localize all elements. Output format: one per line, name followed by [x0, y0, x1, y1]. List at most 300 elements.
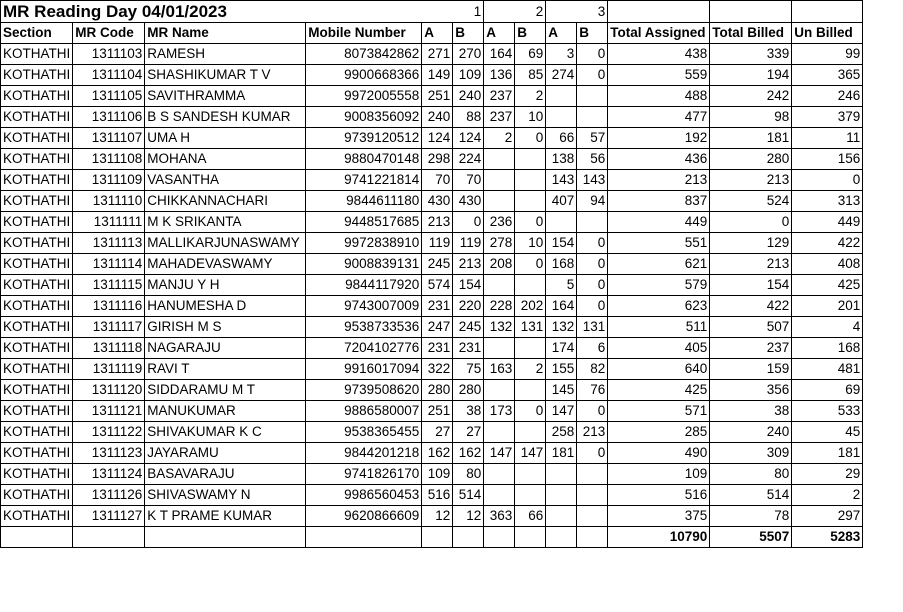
- table-cell[interactable]: 220: [453, 296, 484, 317]
- table-cell[interactable]: 1311103: [73, 44, 145, 65]
- table-cell[interactable]: 2: [515, 359, 546, 380]
- table-cell[interactable]: 9886580007: [306, 401, 422, 422]
- table-cell[interactable]: 85: [515, 65, 546, 86]
- table-cell[interactable]: 231: [422, 296, 453, 317]
- table-cell[interactable]: 231: [422, 338, 453, 359]
- table-cell[interactable]: 98: [710, 107, 792, 128]
- table-cell[interactable]: 449: [608, 212, 710, 233]
- table-cell[interactable]: BASAVARAJU: [145, 464, 306, 485]
- empty-cell[interactable]: [515, 527, 546, 548]
- table-cell[interactable]: KOTHATHI: [1, 338, 73, 359]
- table-cell[interactable]: 837: [608, 191, 710, 212]
- table-cell[interactable]: HANUMESHA D: [145, 296, 306, 317]
- table-cell[interactable]: 119: [453, 233, 484, 254]
- table-cell[interactable]: 1311123: [73, 443, 145, 464]
- table-cell[interactable]: [577, 506, 608, 527]
- table-cell[interactable]: 363: [484, 506, 515, 527]
- table-cell[interactable]: 640: [608, 359, 710, 380]
- table-cell[interactable]: [484, 485, 515, 506]
- table-cell[interactable]: 274: [546, 65, 577, 86]
- table-cell[interactable]: 0: [577, 233, 608, 254]
- header-cell[interactable]: Total Assigned: [608, 23, 710, 44]
- table-cell[interactable]: 168: [792, 338, 863, 359]
- table-cell[interactable]: [515, 485, 546, 506]
- table-cell[interactable]: 4: [792, 317, 863, 338]
- table-cell[interactable]: 0: [577, 44, 608, 65]
- table-cell[interactable]: 3: [546, 44, 577, 65]
- table-cell[interactable]: 9844201218: [306, 443, 422, 464]
- table-cell[interactable]: 405: [608, 338, 710, 359]
- table-cell[interactable]: 237: [484, 86, 515, 107]
- table-cell[interactable]: 12: [453, 506, 484, 527]
- table-cell[interactable]: KOTHATHI: [1, 485, 73, 506]
- table-cell[interactable]: 224: [453, 149, 484, 170]
- table-cell[interactable]: 145: [546, 380, 577, 401]
- table-cell[interactable]: 280: [453, 380, 484, 401]
- table-cell[interactable]: 88: [453, 107, 484, 128]
- table-cell[interactable]: [515, 380, 546, 401]
- table-cell[interactable]: 571: [608, 401, 710, 422]
- table-cell[interactable]: 0: [577, 254, 608, 275]
- table-cell[interactable]: 322: [422, 359, 453, 380]
- table-cell[interactable]: 56: [577, 149, 608, 170]
- total-assigned-sum[interactable]: 10790: [608, 527, 710, 548]
- table-cell[interactable]: KOTHATHI: [1, 170, 73, 191]
- table-cell[interactable]: 138: [546, 149, 577, 170]
- table-cell[interactable]: 5: [546, 275, 577, 296]
- header-cell[interactable]: A: [546, 23, 577, 44]
- table-cell[interactable]: 174: [546, 338, 577, 359]
- header-cell[interactable]: Mobile Number: [306, 23, 422, 44]
- table-cell[interactable]: 99: [792, 44, 863, 65]
- table-cell[interactable]: 422: [710, 296, 792, 317]
- table-cell[interactable]: 11: [792, 128, 863, 149]
- table-cell[interactable]: 408: [792, 254, 863, 275]
- table-cell[interactable]: 559: [608, 65, 710, 86]
- table-cell[interactable]: 0: [577, 401, 608, 422]
- table-cell[interactable]: K T PRAME KUMAR: [145, 506, 306, 527]
- table-cell[interactable]: 2: [515, 86, 546, 107]
- table-cell[interactable]: [515, 149, 546, 170]
- table-cell[interactable]: 213: [453, 254, 484, 275]
- table-cell[interactable]: 202: [515, 296, 546, 317]
- table-cell[interactable]: 131: [515, 317, 546, 338]
- table-cell[interactable]: 1311111: [73, 212, 145, 233]
- table-cell[interactable]: 82: [577, 359, 608, 380]
- total-billed-sum[interactable]: 5507: [710, 527, 792, 548]
- table-cell[interactable]: 0: [515, 212, 546, 233]
- header-cell[interactable]: MR Name: [145, 23, 306, 44]
- table-cell[interactable]: 246: [792, 86, 863, 107]
- table-cell[interactable]: CHIKKANNACHARI: [145, 191, 306, 212]
- table-cell[interactable]: 621: [608, 254, 710, 275]
- table-cell[interactable]: 147: [515, 443, 546, 464]
- header-cell[interactable]: Un Billed: [792, 23, 863, 44]
- table-cell[interactable]: 1311116: [73, 296, 145, 317]
- table-cell[interactable]: 1311127: [73, 506, 145, 527]
- table-cell[interactable]: 1311106: [73, 107, 145, 128]
- table-cell[interactable]: 6: [577, 338, 608, 359]
- table-cell[interactable]: 231: [453, 338, 484, 359]
- table-cell[interactable]: 1311108: [73, 149, 145, 170]
- table-cell[interactable]: KOTHATHI: [1, 86, 73, 107]
- table-cell[interactable]: 9741221814: [306, 170, 422, 191]
- table-cell[interactable]: 488: [608, 86, 710, 107]
- table-cell[interactable]: KOTHATHI: [1, 128, 73, 149]
- table-cell[interactable]: MOHANA: [145, 149, 306, 170]
- table-cell[interactable]: 271: [422, 44, 453, 65]
- table-cell[interactable]: 164: [546, 296, 577, 317]
- table-cell[interactable]: [577, 86, 608, 107]
- un-billed-sum[interactable]: 5283: [792, 527, 863, 548]
- table-cell[interactable]: 9880470148: [306, 149, 422, 170]
- table-cell[interactable]: [577, 485, 608, 506]
- table-cell[interactable]: 78: [710, 506, 792, 527]
- table-cell[interactable]: 1311115: [73, 275, 145, 296]
- table-cell[interactable]: 1311114: [73, 254, 145, 275]
- header-cell[interactable]: B: [515, 23, 546, 44]
- table-cell[interactable]: 80: [710, 464, 792, 485]
- table-cell[interactable]: SHIVAKUMAR K C: [145, 422, 306, 443]
- table-cell[interactable]: 181: [710, 128, 792, 149]
- table-cell[interactable]: 132: [484, 317, 515, 338]
- table-cell[interactable]: 356: [710, 380, 792, 401]
- table-cell[interactable]: 69: [515, 44, 546, 65]
- table-cell[interactable]: 159: [710, 359, 792, 380]
- table-cell[interactable]: 477: [608, 107, 710, 128]
- table-cell[interactable]: [484, 149, 515, 170]
- table-cell[interactable]: [484, 422, 515, 443]
- table-cell[interactable]: 524: [710, 191, 792, 212]
- table-cell[interactable]: 136: [484, 65, 515, 86]
- table-cell[interactable]: KOTHATHI: [1, 44, 73, 65]
- table-cell[interactable]: 551: [608, 233, 710, 254]
- table-cell[interactable]: [515, 170, 546, 191]
- table-cell[interactable]: 0: [792, 170, 863, 191]
- table-cell[interactable]: MANUKUMAR: [145, 401, 306, 422]
- table-cell[interactable]: 9972838910: [306, 233, 422, 254]
- table-cell[interactable]: M K SRIKANTA: [145, 212, 306, 233]
- table-cell[interactable]: 10: [515, 107, 546, 128]
- table-cell[interactable]: 9739508620: [306, 380, 422, 401]
- empty-cell[interactable]: [453, 527, 484, 548]
- table-cell[interactable]: KOTHATHI: [1, 401, 73, 422]
- table-cell[interactable]: 208: [484, 254, 515, 275]
- table-cell[interactable]: [515, 464, 546, 485]
- table-cell[interactable]: [546, 107, 577, 128]
- table-cell[interactable]: 94: [577, 191, 608, 212]
- table-cell[interactable]: 27: [422, 422, 453, 443]
- table-cell[interactable]: 490: [608, 443, 710, 464]
- table-cell[interactable]: MANJU Y H: [145, 275, 306, 296]
- group-number-1[interactable]: 1: [453, 1, 484, 23]
- table-cell[interactable]: UMA H: [145, 128, 306, 149]
- table-cell[interactable]: 425: [792, 275, 863, 296]
- table-cell[interactable]: 574: [422, 275, 453, 296]
- table-cell[interactable]: 270: [453, 44, 484, 65]
- empty-cell[interactable]: [73, 527, 145, 548]
- table-cell[interactable]: 147: [546, 401, 577, 422]
- table-cell[interactable]: 0: [710, 212, 792, 233]
- table-cell[interactable]: 236: [484, 212, 515, 233]
- table-cell[interactable]: KOTHATHI: [1, 65, 73, 86]
- sheet-title[interactable]: MR Reading Day 04/01/2023: [1, 1, 422, 23]
- table-cell[interactable]: 436: [608, 149, 710, 170]
- table-cell[interactable]: 0: [577, 275, 608, 296]
- table-cell[interactable]: 251: [422, 401, 453, 422]
- table-cell[interactable]: 38: [710, 401, 792, 422]
- table-cell[interactable]: KOTHATHI: [1, 107, 73, 128]
- table-cell[interactable]: 237: [484, 107, 515, 128]
- empty-cell[interactable]: [422, 527, 453, 548]
- table-cell[interactable]: 181: [792, 443, 863, 464]
- table-cell[interactable]: 75: [453, 359, 484, 380]
- table-cell[interactable]: 375: [608, 506, 710, 527]
- table-cell[interactable]: 194: [710, 65, 792, 86]
- table-cell[interactable]: 9900668366: [306, 65, 422, 86]
- table-cell[interactable]: 109: [422, 464, 453, 485]
- table-cell[interactable]: [546, 506, 577, 527]
- table-cell[interactable]: 156: [792, 149, 863, 170]
- table-cell[interactable]: 9916017094: [306, 359, 422, 380]
- table-cell[interactable]: 422: [792, 233, 863, 254]
- header-cell[interactable]: A: [422, 23, 453, 44]
- table-cell[interactable]: SHASHIKUMAR T V: [145, 65, 306, 86]
- table-cell[interactable]: 129: [710, 233, 792, 254]
- table-cell[interactable]: 242: [710, 86, 792, 107]
- table-cell[interactable]: SHIVASWAMY N: [145, 485, 306, 506]
- empty-cell[interactable]: [577, 527, 608, 548]
- table-cell[interactable]: 70: [453, 170, 484, 191]
- table-cell[interactable]: 1311121: [73, 401, 145, 422]
- header-cell[interactable]: Section: [1, 23, 73, 44]
- table-cell[interactable]: 45: [792, 422, 863, 443]
- table-cell[interactable]: 155: [546, 359, 577, 380]
- table-cell[interactable]: GIRISH M S: [145, 317, 306, 338]
- table-cell[interactable]: 213: [577, 422, 608, 443]
- table-cell[interactable]: 9844117920: [306, 275, 422, 296]
- group-number-3[interactable]: 3: [577, 1, 608, 23]
- table-cell[interactable]: 438: [608, 44, 710, 65]
- table-cell[interactable]: 9538733536: [306, 317, 422, 338]
- table-cell[interactable]: 1311124: [73, 464, 145, 485]
- header-cell[interactable]: A: [484, 23, 515, 44]
- table-cell[interactable]: 533: [792, 401, 863, 422]
- table-cell[interactable]: 9008839131: [306, 254, 422, 275]
- table-cell[interactable]: 132: [546, 317, 577, 338]
- table-cell[interactable]: 154: [546, 233, 577, 254]
- table-cell[interactable]: 623: [608, 296, 710, 317]
- table-cell[interactable]: 9986560453: [306, 485, 422, 506]
- table-cell[interactable]: 162: [453, 443, 484, 464]
- table-cell[interactable]: 298: [422, 149, 453, 170]
- table-cell[interactable]: 213: [710, 254, 792, 275]
- table-cell[interactable]: 9008356092: [306, 107, 422, 128]
- table-cell[interactable]: 10: [515, 233, 546, 254]
- table-cell[interactable]: 9844611180: [306, 191, 422, 212]
- table-cell[interactable]: 407: [546, 191, 577, 212]
- table-cell[interactable]: KOTHATHI: [1, 191, 73, 212]
- table-cell[interactable]: KOTHATHI: [1, 317, 73, 338]
- table-cell[interactable]: 481: [792, 359, 863, 380]
- table-cell[interactable]: 168: [546, 254, 577, 275]
- table-cell[interactable]: 66: [515, 506, 546, 527]
- table-cell[interactable]: 449: [792, 212, 863, 233]
- table-cell[interactable]: 7204102776: [306, 338, 422, 359]
- table-cell[interactable]: 240: [453, 86, 484, 107]
- table-cell[interactable]: VASANTHA: [145, 170, 306, 191]
- table-cell[interactable]: NAGARAJU: [145, 338, 306, 359]
- table-cell[interactable]: 12: [422, 506, 453, 527]
- table-cell[interactable]: 240: [422, 107, 453, 128]
- table-cell[interactable]: SIDDARAMU M T: [145, 380, 306, 401]
- table-cell[interactable]: 29: [792, 464, 863, 485]
- table-cell[interactable]: 80: [453, 464, 484, 485]
- table-cell[interactable]: 131: [577, 317, 608, 338]
- table-cell[interactable]: 124: [422, 128, 453, 149]
- header-cell[interactable]: MR Code: [73, 23, 145, 44]
- table-cell[interactable]: [577, 464, 608, 485]
- table-cell[interactable]: 0: [577, 296, 608, 317]
- table-cell[interactable]: 1311118: [73, 338, 145, 359]
- table-cell[interactable]: 0: [453, 212, 484, 233]
- table-cell[interactable]: 309: [710, 443, 792, 464]
- table-cell[interactable]: MAHADEVASWAMY: [145, 254, 306, 275]
- table-cell[interactable]: [515, 275, 546, 296]
- table-cell[interactable]: 143: [577, 170, 608, 191]
- table-cell[interactable]: [484, 380, 515, 401]
- table-cell[interactable]: 149: [422, 65, 453, 86]
- table-cell[interactable]: [577, 212, 608, 233]
- table-cell[interactable]: 57: [577, 128, 608, 149]
- table-cell[interactable]: 213: [422, 212, 453, 233]
- table-cell[interactable]: 192: [608, 128, 710, 149]
- table-cell[interactable]: 1311110: [73, 191, 145, 212]
- table-cell[interactable]: 0: [515, 401, 546, 422]
- table-cell[interactable]: 27: [453, 422, 484, 443]
- table-cell[interactable]: 162: [422, 443, 453, 464]
- table-cell[interactable]: 173: [484, 401, 515, 422]
- table-cell[interactable]: KOTHATHI: [1, 422, 73, 443]
- table-cell[interactable]: 1311113: [73, 233, 145, 254]
- table-cell[interactable]: 154: [453, 275, 484, 296]
- table-cell[interactable]: KOTHATHI: [1, 212, 73, 233]
- table-cell[interactable]: KOTHATHI: [1, 359, 73, 380]
- table-cell[interactable]: 245: [422, 254, 453, 275]
- table-cell[interactable]: 8073842862: [306, 44, 422, 65]
- table-cell[interactable]: KOTHATHI: [1, 464, 73, 485]
- table-cell[interactable]: 181: [546, 443, 577, 464]
- table-cell[interactable]: 201: [792, 296, 863, 317]
- table-cell[interactable]: 247: [422, 317, 453, 338]
- table-cell[interactable]: KOTHATHI: [1, 380, 73, 401]
- table-cell[interactable]: 365: [792, 65, 863, 86]
- table-cell[interactable]: 516: [422, 485, 453, 506]
- table-cell[interactable]: 297: [792, 506, 863, 527]
- table-cell[interactable]: 147: [484, 443, 515, 464]
- table-cell[interactable]: 425: [608, 380, 710, 401]
- header-cell[interactable]: B: [453, 23, 484, 44]
- table-cell[interactable]: [577, 107, 608, 128]
- table-cell[interactable]: 9739120512: [306, 128, 422, 149]
- table-cell[interactable]: RAMESH: [145, 44, 306, 65]
- table-cell[interactable]: [546, 212, 577, 233]
- table-cell[interactable]: 1311122: [73, 422, 145, 443]
- table-cell[interactable]: [546, 86, 577, 107]
- table-cell[interactable]: 163: [484, 359, 515, 380]
- table-cell[interactable]: 240: [710, 422, 792, 443]
- empty-cell[interactable]: [1, 527, 73, 548]
- table-cell[interactable]: 280: [710, 149, 792, 170]
- table-cell[interactable]: 9972005558: [306, 86, 422, 107]
- empty-cell[interactable]: [145, 527, 306, 548]
- table-cell[interactable]: [515, 338, 546, 359]
- table-cell[interactable]: 228: [484, 296, 515, 317]
- table-cell[interactable]: KOTHATHI: [1, 254, 73, 275]
- empty-cell[interactable]: [484, 527, 515, 548]
- table-cell[interactable]: 514: [453, 485, 484, 506]
- table-cell[interactable]: 0: [577, 443, 608, 464]
- table-cell[interactable]: [484, 170, 515, 191]
- table-cell[interactable]: 507: [710, 317, 792, 338]
- table-cell[interactable]: [484, 275, 515, 296]
- table-cell[interactable]: 9538365455: [306, 422, 422, 443]
- table-cell[interactable]: KOTHATHI: [1, 296, 73, 317]
- table-cell[interactable]: 9743007009: [306, 296, 422, 317]
- table-cell[interactable]: 0: [577, 65, 608, 86]
- table-cell[interactable]: 2: [792, 485, 863, 506]
- table-cell[interactable]: 76: [577, 380, 608, 401]
- table-cell[interactable]: 285: [608, 422, 710, 443]
- table-cell[interactable]: B S SANDESH KUMAR: [145, 107, 306, 128]
- table-cell[interactable]: [484, 338, 515, 359]
- table-cell[interactable]: SAVITHRAMMA: [145, 86, 306, 107]
- table-cell[interactable]: 1311117: [73, 317, 145, 338]
- table-cell[interactable]: 9448517685: [306, 212, 422, 233]
- table-cell[interactable]: [546, 464, 577, 485]
- table-cell[interactable]: 0: [515, 128, 546, 149]
- table-cell[interactable]: KOTHATHI: [1, 506, 73, 527]
- table-cell[interactable]: 579: [608, 275, 710, 296]
- table-cell[interactable]: 143: [546, 170, 577, 191]
- table-cell[interactable]: 430: [453, 191, 484, 212]
- table-cell[interactable]: 38: [453, 401, 484, 422]
- table-cell[interactable]: 1311126: [73, 485, 145, 506]
- table-cell[interactable]: 70: [422, 170, 453, 191]
- table-cell[interactable]: 379: [792, 107, 863, 128]
- table-cell[interactable]: 339: [710, 44, 792, 65]
- table-cell[interactable]: 2: [484, 128, 515, 149]
- table-cell[interactable]: 251: [422, 86, 453, 107]
- group-number-2[interactable]: 2: [515, 1, 546, 23]
- table-cell[interactable]: [484, 464, 515, 485]
- table-cell[interactable]: 66: [546, 128, 577, 149]
- table-cell[interactable]: 280: [422, 380, 453, 401]
- table-cell[interactable]: KOTHATHI: [1, 275, 73, 296]
- table-cell[interactable]: 1311120: [73, 380, 145, 401]
- table-cell[interactable]: KOTHATHI: [1, 149, 73, 170]
- table-cell[interactable]: 164: [484, 44, 515, 65]
- table-cell[interactable]: 213: [608, 170, 710, 191]
- table-cell[interactable]: 258: [546, 422, 577, 443]
- table-cell[interactable]: 1311119: [73, 359, 145, 380]
- table-cell[interactable]: 0: [515, 254, 546, 275]
- table-cell[interactable]: 516: [608, 485, 710, 506]
- table-cell[interactable]: 511: [608, 317, 710, 338]
- table-cell[interactable]: 1311109: [73, 170, 145, 191]
- table-cell[interactable]: 313: [792, 191, 863, 212]
- table-cell[interactable]: 9620866609: [306, 506, 422, 527]
